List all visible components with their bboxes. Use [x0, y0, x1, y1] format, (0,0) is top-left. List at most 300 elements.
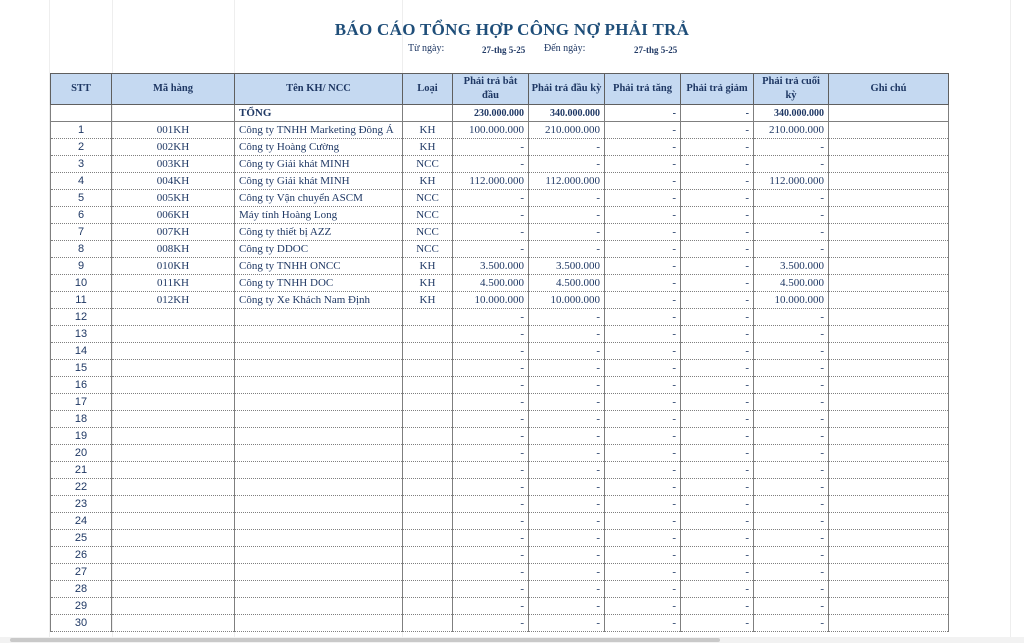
row-increase[interactable]: - [605, 513, 681, 530]
row-start[interactable]: 10.000.000 [453, 292, 529, 309]
row-code[interactable] [112, 530, 235, 547]
row-type[interactable] [403, 615, 453, 632]
row-code[interactable] [112, 394, 235, 411]
total-start[interactable]: 230.000.000 [453, 105, 529, 122]
row-type[interactable] [403, 530, 453, 547]
row-stt[interactable]: 21 [51, 462, 112, 479]
row-code[interactable] [112, 445, 235, 462]
row-note[interactable] [829, 564, 949, 581]
total-closing[interactable]: 340.000.000 [754, 105, 829, 122]
row-increase[interactable]: - [605, 258, 681, 275]
row-stt[interactable]: 20 [51, 445, 112, 462]
horizontal-scrollbar[interactable] [0, 637, 1024, 643]
row-opening[interactable]: - [529, 496, 605, 513]
row-type[interactable]: KH [403, 139, 453, 156]
row-opening[interactable]: - [529, 564, 605, 581]
row-type[interactable] [403, 547, 453, 564]
col-header-closing[interactable]: Phải trả cuối kỳ [754, 74, 829, 105]
row-code[interactable] [112, 615, 235, 632]
row-name[interactable]: Công ty Xe Khách Nam Định [235, 292, 403, 309]
row-closing[interactable]: 112.000.000 [754, 173, 829, 190]
row-start[interactable]: - [453, 564, 529, 581]
row-decrease[interactable]: - [681, 598, 754, 615]
row-type[interactable] [403, 394, 453, 411]
row-closing[interactable]: - [754, 581, 829, 598]
row-opening[interactable]: 112.000.000 [529, 173, 605, 190]
row-start[interactable]: - [453, 462, 529, 479]
row-name[interactable]: Công ty Vận chuyển ASCM [235, 190, 403, 207]
row-opening[interactable]: - [529, 207, 605, 224]
row-name[interactable] [235, 479, 403, 496]
total-decrease[interactable]: - [681, 105, 754, 122]
row-note[interactable] [829, 207, 949, 224]
row-type[interactable] [403, 360, 453, 377]
row-start[interactable]: - [453, 377, 529, 394]
row-opening[interactable]: - [529, 479, 605, 496]
row-code[interactable]: 002KH [112, 139, 235, 156]
from-date-label[interactable]: Từ ngày: [408, 43, 445, 54]
row-stt[interactable]: 2 [51, 139, 112, 156]
row-decrease[interactable]: - [681, 496, 754, 513]
row-stt[interactable]: 30 [51, 615, 112, 632]
row-increase[interactable]: - [605, 496, 681, 513]
row-closing[interactable]: - [754, 360, 829, 377]
row-name[interactable] [235, 496, 403, 513]
row-type[interactable] [403, 479, 453, 496]
row-start[interactable]: - [453, 309, 529, 326]
total-label[interactable]: TỔNG [235, 105, 403, 122]
row-start[interactable]: - [453, 156, 529, 173]
row-stt[interactable]: 1 [51, 122, 112, 139]
row-type[interactable]: NCC [403, 190, 453, 207]
row-increase[interactable]: - [605, 547, 681, 564]
row-type[interactable] [403, 513, 453, 530]
row-code[interactable]: 001KH [112, 122, 235, 139]
row-opening[interactable]: - [529, 241, 605, 258]
row-name[interactable]: Máy tính Hoàng Long [235, 207, 403, 224]
row-closing[interactable]: - [754, 343, 829, 360]
row-stt[interactable]: 28 [51, 581, 112, 598]
row-name[interactable] [235, 326, 403, 343]
row-increase[interactable]: - [605, 292, 681, 309]
row-note[interactable] [829, 309, 949, 326]
row-opening[interactable]: - [529, 360, 605, 377]
row-start[interactable]: - [453, 394, 529, 411]
row-increase[interactable]: - [605, 394, 681, 411]
row-name[interactable]: Công ty Giải khát MINH [235, 156, 403, 173]
row-stt[interactable]: 5 [51, 190, 112, 207]
row-type[interactable] [403, 428, 453, 445]
row-closing[interactable]: - [754, 513, 829, 530]
row-start[interactable]: - [453, 547, 529, 564]
row-note[interactable] [829, 615, 949, 632]
row-decrease[interactable]: - [681, 173, 754, 190]
row-decrease[interactable]: - [681, 479, 754, 496]
row-decrease[interactable]: - [681, 258, 754, 275]
row-increase[interactable]: - [605, 343, 681, 360]
row-stt[interactable]: 13 [51, 326, 112, 343]
row-decrease[interactable]: - [681, 615, 754, 632]
row-note[interactable] [829, 479, 949, 496]
row-stt[interactable]: 29 [51, 598, 112, 615]
row-type[interactable] [403, 445, 453, 462]
row-note[interactable] [829, 513, 949, 530]
row-start[interactable]: - [453, 207, 529, 224]
row-name[interactable]: Công ty thiết bị AZZ [235, 224, 403, 241]
row-decrease[interactable]: - [681, 445, 754, 462]
row-stt[interactable]: 10 [51, 275, 112, 292]
row-type[interactable]: KH [403, 275, 453, 292]
row-code[interactable] [112, 377, 235, 394]
row-increase[interactable]: - [605, 122, 681, 139]
row-opening[interactable]: - [529, 530, 605, 547]
row-opening[interactable]: - [529, 513, 605, 530]
row-start[interactable]: - [453, 615, 529, 632]
row-increase[interactable]: - [605, 207, 681, 224]
col-header-increase[interactable]: Phải trả tăng [605, 74, 681, 105]
row-type[interactable]: KH [403, 292, 453, 309]
row-type[interactable]: NCC [403, 207, 453, 224]
row-decrease[interactable]: - [681, 326, 754, 343]
row-name[interactable]: Công ty Hoàng Cường [235, 139, 403, 156]
row-closing[interactable]: - [754, 411, 829, 428]
row-note[interactable] [829, 241, 949, 258]
row-start[interactable]: - [453, 360, 529, 377]
row-closing[interactable]: - [754, 394, 829, 411]
row-decrease[interactable]: - [681, 309, 754, 326]
row-type[interactable]: KH [403, 122, 453, 139]
row-code[interactable] [112, 581, 235, 598]
to-date-value[interactable]: 27-thg 5-25 [634, 45, 678, 55]
row-stt[interactable]: 26 [51, 547, 112, 564]
row-stt[interactable]: 3 [51, 156, 112, 173]
row-closing[interactable]: - [754, 377, 829, 394]
row-start[interactable]: - [453, 581, 529, 598]
row-name[interactable] [235, 581, 403, 598]
row-code[interactable] [112, 496, 235, 513]
row-note[interactable] [829, 496, 949, 513]
row-start[interactable]: - [453, 428, 529, 445]
row-code[interactable]: 004KH [112, 173, 235, 190]
row-note[interactable] [829, 445, 949, 462]
row-note[interactable] [829, 394, 949, 411]
row-opening[interactable]: - [529, 139, 605, 156]
row-decrease[interactable]: - [681, 581, 754, 598]
row-code[interactable]: 003KH [112, 156, 235, 173]
row-decrease[interactable]: - [681, 190, 754, 207]
row-closing[interactable]: - [754, 530, 829, 547]
row-opening[interactable]: - [529, 190, 605, 207]
row-increase[interactable]: - [605, 462, 681, 479]
row-code[interactable] [112, 564, 235, 581]
cell[interactable] [51, 105, 112, 122]
row-stt[interactable]: 14 [51, 343, 112, 360]
row-name[interactable] [235, 343, 403, 360]
row-stt[interactable]: 8 [51, 241, 112, 258]
row-stt[interactable]: 27 [51, 564, 112, 581]
row-code[interactable]: 012KH [112, 292, 235, 309]
row-code[interactable]: 005KH [112, 190, 235, 207]
row-name[interactable] [235, 462, 403, 479]
row-increase[interactable]: - [605, 479, 681, 496]
row-closing[interactable]: 10.000.000 [754, 292, 829, 309]
row-closing[interactable]: - [754, 207, 829, 224]
col-header-start[interactable]: Phải trả bắt đầu [453, 74, 529, 105]
row-increase[interactable]: - [605, 156, 681, 173]
row-code[interactable] [112, 513, 235, 530]
row-type[interactable] [403, 326, 453, 343]
row-name[interactable]: Công ty TNHH Marketing Đông Á [235, 122, 403, 139]
to-date-label[interactable]: Đến ngày: [544, 43, 586, 54]
row-code[interactable] [112, 547, 235, 564]
row-code[interactable] [112, 598, 235, 615]
row-increase[interactable]: - [605, 275, 681, 292]
row-start[interactable]: - [453, 326, 529, 343]
row-type[interactable] [403, 496, 453, 513]
row-decrease[interactable]: - [681, 275, 754, 292]
row-decrease[interactable]: - [681, 156, 754, 173]
row-closing[interactable]: 4.500.000 [754, 275, 829, 292]
row-type[interactable] [403, 343, 453, 360]
from-date-value[interactable]: 27-thg 5-25 [482, 45, 526, 55]
row-opening[interactable]: 210.000.000 [529, 122, 605, 139]
row-opening[interactable]: - [529, 394, 605, 411]
row-name[interactable] [235, 428, 403, 445]
row-note[interactable] [829, 258, 949, 275]
row-stt[interactable]: 22 [51, 479, 112, 496]
row-decrease[interactable]: - [681, 292, 754, 309]
col-header-type[interactable]: Loại [403, 74, 453, 105]
row-decrease[interactable]: - [681, 224, 754, 241]
row-name[interactable] [235, 615, 403, 632]
row-stt[interactable]: 24 [51, 513, 112, 530]
row-closing[interactable]: - [754, 139, 829, 156]
row-opening[interactable]: 4.500.000 [529, 275, 605, 292]
row-stt[interactable]: 9 [51, 258, 112, 275]
row-code[interactable]: 008KH [112, 241, 235, 258]
row-closing[interactable]: - [754, 547, 829, 564]
row-start[interactable]: - [453, 241, 529, 258]
row-increase[interactable]: - [605, 615, 681, 632]
row-type[interactable]: NCC [403, 156, 453, 173]
row-start[interactable]: - [453, 139, 529, 156]
row-increase[interactable]: - [605, 360, 681, 377]
col-header-decrease[interactable]: Phải trả giảm [681, 74, 754, 105]
row-opening[interactable]: - [529, 547, 605, 564]
cell[interactable] [403, 105, 453, 122]
row-code[interactable]: 007KH [112, 224, 235, 241]
row-decrease[interactable]: - [681, 394, 754, 411]
row-type[interactable]: KH [403, 258, 453, 275]
row-stt[interactable]: 7 [51, 224, 112, 241]
total-increase[interactable]: - [605, 105, 681, 122]
row-increase[interactable]: - [605, 139, 681, 156]
row-closing[interactable]: - [754, 326, 829, 343]
report-title[interactable]: BÁO CÁO TỔNG HỢP CÔNG NỢ PHẢI TRẢ [334, 20, 690, 39]
row-opening[interactable]: 10.000.000 [529, 292, 605, 309]
row-start[interactable]: - [453, 224, 529, 241]
row-increase[interactable]: - [605, 326, 681, 343]
row-start[interactable]: - [453, 190, 529, 207]
row-closing[interactable]: - [754, 462, 829, 479]
row-opening[interactable]: - [529, 462, 605, 479]
row-type[interactable] [403, 581, 453, 598]
row-stt[interactable]: 23 [51, 496, 112, 513]
row-stt[interactable]: 19 [51, 428, 112, 445]
row-note[interactable] [829, 326, 949, 343]
row-increase[interactable]: - [605, 598, 681, 615]
row-name[interactable] [235, 394, 403, 411]
row-closing[interactable]: - [754, 156, 829, 173]
row-note[interactable] [829, 581, 949, 598]
row-closing[interactable]: - [754, 428, 829, 445]
row-stt[interactable]: 6 [51, 207, 112, 224]
row-note[interactable] [829, 530, 949, 547]
row-stt[interactable]: 4 [51, 173, 112, 190]
row-opening[interactable]: - [529, 309, 605, 326]
row-name[interactable] [235, 377, 403, 394]
row-closing[interactable]: - [754, 224, 829, 241]
row-opening[interactable]: - [529, 326, 605, 343]
row-opening[interactable]: - [529, 343, 605, 360]
row-increase[interactable]: - [605, 190, 681, 207]
row-decrease[interactable]: - [681, 377, 754, 394]
row-name[interactable] [235, 598, 403, 615]
row-start[interactable]: - [453, 496, 529, 513]
row-closing[interactable]: - [754, 190, 829, 207]
row-start[interactable]: 112.000.000 [453, 173, 529, 190]
cell[interactable] [112, 105, 235, 122]
row-opening[interactable]: - [529, 156, 605, 173]
row-start[interactable]: 3.500.000 [453, 258, 529, 275]
row-closing[interactable]: - [754, 309, 829, 326]
row-name[interactable] [235, 547, 403, 564]
row-code[interactable]: 006KH [112, 207, 235, 224]
row-name[interactable] [235, 530, 403, 547]
row-start[interactable]: - [453, 598, 529, 615]
row-increase[interactable]: - [605, 309, 681, 326]
row-increase[interactable]: - [605, 564, 681, 581]
row-name[interactable] [235, 445, 403, 462]
row-increase[interactable]: - [605, 581, 681, 598]
row-start[interactable]: - [453, 513, 529, 530]
row-note[interactable] [829, 411, 949, 428]
row-decrease[interactable]: - [681, 122, 754, 139]
row-increase[interactable]: - [605, 241, 681, 258]
row-closing[interactable]: - [754, 564, 829, 581]
row-start[interactable]: - [453, 411, 529, 428]
row-name[interactable] [235, 360, 403, 377]
col-header-note[interactable]: Ghi chú [829, 74, 949, 105]
row-decrease[interactable]: - [681, 360, 754, 377]
row-opening[interactable]: - [529, 445, 605, 462]
row-decrease[interactable]: - [681, 207, 754, 224]
row-closing[interactable]: - [754, 598, 829, 615]
row-note[interactable] [829, 275, 949, 292]
row-code[interactable]: 010KH [112, 258, 235, 275]
row-code[interactable] [112, 479, 235, 496]
row-code[interactable] [112, 360, 235, 377]
row-note[interactable] [829, 428, 949, 445]
total-note[interactable] [829, 105, 949, 122]
row-stt[interactable]: 16 [51, 377, 112, 394]
row-code[interactable] [112, 326, 235, 343]
row-closing[interactable]: - [754, 496, 829, 513]
row-decrease[interactable]: - [681, 343, 754, 360]
row-note[interactable] [829, 224, 949, 241]
row-decrease[interactable]: - [681, 462, 754, 479]
row-code[interactable]: 011KH [112, 275, 235, 292]
row-note[interactable] [829, 190, 949, 207]
row-increase[interactable]: - [605, 411, 681, 428]
row-type[interactable] [403, 411, 453, 428]
row-opening[interactable]: - [529, 581, 605, 598]
row-type[interactable]: NCC [403, 241, 453, 258]
row-decrease[interactable]: - [681, 530, 754, 547]
row-start[interactable]: - [453, 445, 529, 462]
row-decrease[interactable]: - [681, 513, 754, 530]
row-code[interactable] [112, 428, 235, 445]
col-header-stt[interactable]: STT [51, 74, 112, 105]
row-note[interactable] [829, 173, 949, 190]
row-opening[interactable]: - [529, 224, 605, 241]
row-type[interactable] [403, 309, 453, 326]
row-stt[interactable]: 15 [51, 360, 112, 377]
total-opening[interactable]: 340.000.000 [529, 105, 605, 122]
row-note[interactable] [829, 156, 949, 173]
row-start[interactable]: - [453, 530, 529, 547]
row-note[interactable] [829, 598, 949, 615]
row-name[interactable]: Công ty Giải khát MINH [235, 173, 403, 190]
row-type[interactable] [403, 462, 453, 479]
row-decrease[interactable]: - [681, 411, 754, 428]
row-stt[interactable]: 11 [51, 292, 112, 309]
row-note[interactable] [829, 122, 949, 139]
row-opening[interactable]: 3.500.000 [529, 258, 605, 275]
row-type[interactable]: NCC [403, 224, 453, 241]
row-start[interactable]: 100.000.000 [453, 122, 529, 139]
row-name[interactable] [235, 564, 403, 581]
row-type[interactable]: KH [403, 173, 453, 190]
row-decrease[interactable]: - [681, 139, 754, 156]
col-header-name[interactable]: Tên KH/ NCC [235, 74, 403, 105]
row-opening[interactable]: - [529, 615, 605, 632]
row-name[interactable] [235, 513, 403, 530]
row-name[interactable]: Công ty TNHH ONCC [235, 258, 403, 275]
row-increase[interactable]: - [605, 224, 681, 241]
row-code[interactable] [112, 462, 235, 479]
row-code[interactable] [112, 343, 235, 360]
row-note[interactable] [829, 547, 949, 564]
row-type[interactable] [403, 377, 453, 394]
row-opening[interactable]: - [529, 428, 605, 445]
row-stt[interactable]: 18 [51, 411, 112, 428]
row-note[interactable] [829, 462, 949, 479]
row-type[interactable] [403, 598, 453, 615]
row-type[interactable] [403, 564, 453, 581]
row-increase[interactable]: - [605, 377, 681, 394]
row-start[interactable]: - [453, 343, 529, 360]
row-start[interactable]: - [453, 479, 529, 496]
row-name[interactable] [235, 411, 403, 428]
row-closing[interactable]: 210.000.000 [754, 122, 829, 139]
row-decrease[interactable]: - [681, 564, 754, 581]
row-closing[interactable]: - [754, 615, 829, 632]
row-increase[interactable]: - [605, 428, 681, 445]
row-start[interactable]: 4.500.000 [453, 275, 529, 292]
row-opening[interactable]: - [529, 411, 605, 428]
row-decrease[interactable]: - [681, 241, 754, 258]
